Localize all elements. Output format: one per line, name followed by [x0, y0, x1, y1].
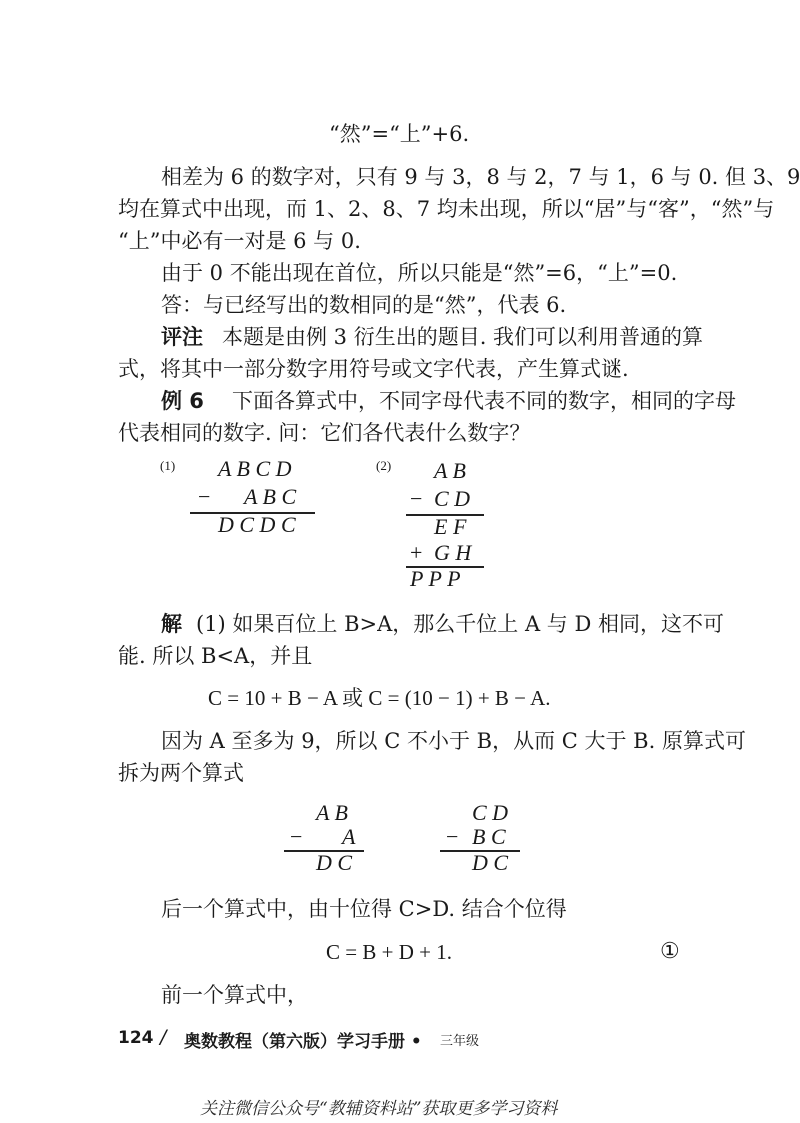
solution-line4: 拆为两个算式 — [118, 761, 244, 785]
split-1-row2: A — [342, 824, 356, 849]
problem-2 — [376, 456, 496, 591]
problem-2-mark: (2) — [376, 458, 392, 473]
split-2-row1: C D — [472, 800, 509, 825]
problem-1-row2: A B C — [244, 484, 297, 509]
problem-1-minus: − — [198, 484, 211, 509]
solution-line3: 因为 A 至多为 9，所以 C 不小于 B，从而 C 大于 B. 原算式可 — [161, 729, 746, 753]
problem-2-row3: G H — [434, 540, 472, 565]
split-1-row1: A B — [316, 800, 348, 825]
after-line1: 后一个算式中，由十位得 C>D. 结合个位得 — [161, 897, 567, 921]
problem-2-row1: A B — [434, 458, 466, 483]
problem-2-result: P P P — [410, 566, 461, 591]
solution-equation: C = 10 + B − A 或 C = (10 − 1) + B − A. — [208, 686, 551, 710]
watermark-text: 关注微信公众号“教辅资料站”获取更多学习资料 — [200, 1099, 558, 1119]
after-line2: 前一个算式中， — [161, 983, 308, 1007]
top-equation: “然”=“上”+6. — [329, 122, 470, 146]
example-label: 例 6 — [161, 389, 204, 413]
problem-1-mark: (1) — [160, 458, 176, 473]
footer-grade: 三年级 — [440, 1034, 480, 1049]
split-1-minus: − — [290, 824, 303, 849]
problem-1-row1: A B C D — [218, 456, 292, 481]
after-equation: C = B + D + 1. — [326, 940, 452, 964]
problem-1 — [160, 456, 320, 546]
answer-line: 答：与已经写出的数相同的是“然”，代表 6. — [161, 293, 567, 317]
split-arith-2 — [440, 800, 530, 880]
split-2-minus: − — [446, 824, 459, 849]
solution-label: 解 — [161, 612, 182, 636]
split-1-result: D C — [316, 850, 353, 875]
note-line1: 本题是由例 3 衍生出的题目. 我们可以利用普通的算 — [222, 325, 704, 349]
solution-line1: (1) 如果百位上 B>A，那么千位上 A 与 D 相同，这不可 — [196, 612, 724, 636]
problem-1-result: D C D C — [218, 512, 296, 537]
footer-book-title: 奥数教程（第六版）学习手册 • — [184, 1032, 422, 1052]
solution-line2: 能. 所以 B<A，并且 — [118, 644, 313, 668]
split-2-result: D C — [472, 850, 509, 875]
problem-2-row2: C D — [434, 486, 471, 511]
note-line2: 式，将其中一部分数字用符号或文字代表，产生算式谜. — [118, 357, 629, 381]
footer-page-number: 124 — [118, 1028, 154, 1048]
footer-slash: / — [160, 1026, 167, 1048]
note-label: 评注 — [161, 325, 203, 349]
problem-2-plus: + — [410, 540, 423, 565]
example-line2: 代表相同的数字. 问：它们各代表什么数字？ — [118, 421, 531, 445]
example-line1: 下面各算式中，不同字母代表不同的数字，相同的字母 — [232, 389, 736, 413]
para1-line3: “上”中必有一对是 6 与 0. — [118, 229, 361, 253]
para2: 由于 0 不能出现在首位，所以只能是“然”=6，“上”=0. — [161, 261, 678, 285]
problem-2-minus: − — [410, 486, 423, 511]
problem-2-mid: E F — [434, 514, 467, 539]
para1-line1: 相差为 6 的数字对，只有 9 与 3，8 与 2，7 与 1，6 与 0. 但 3、9 — [161, 165, 800, 189]
split-arith-1 — [284, 800, 374, 880]
split-2-row2: B C — [472, 824, 506, 849]
equation-number: ① — [660, 939, 680, 964]
para1-line2: 均在算式中出现，而 1、2、8、7 均未出现，所以“居”与“客”，“然”与 — [118, 197, 775, 221]
